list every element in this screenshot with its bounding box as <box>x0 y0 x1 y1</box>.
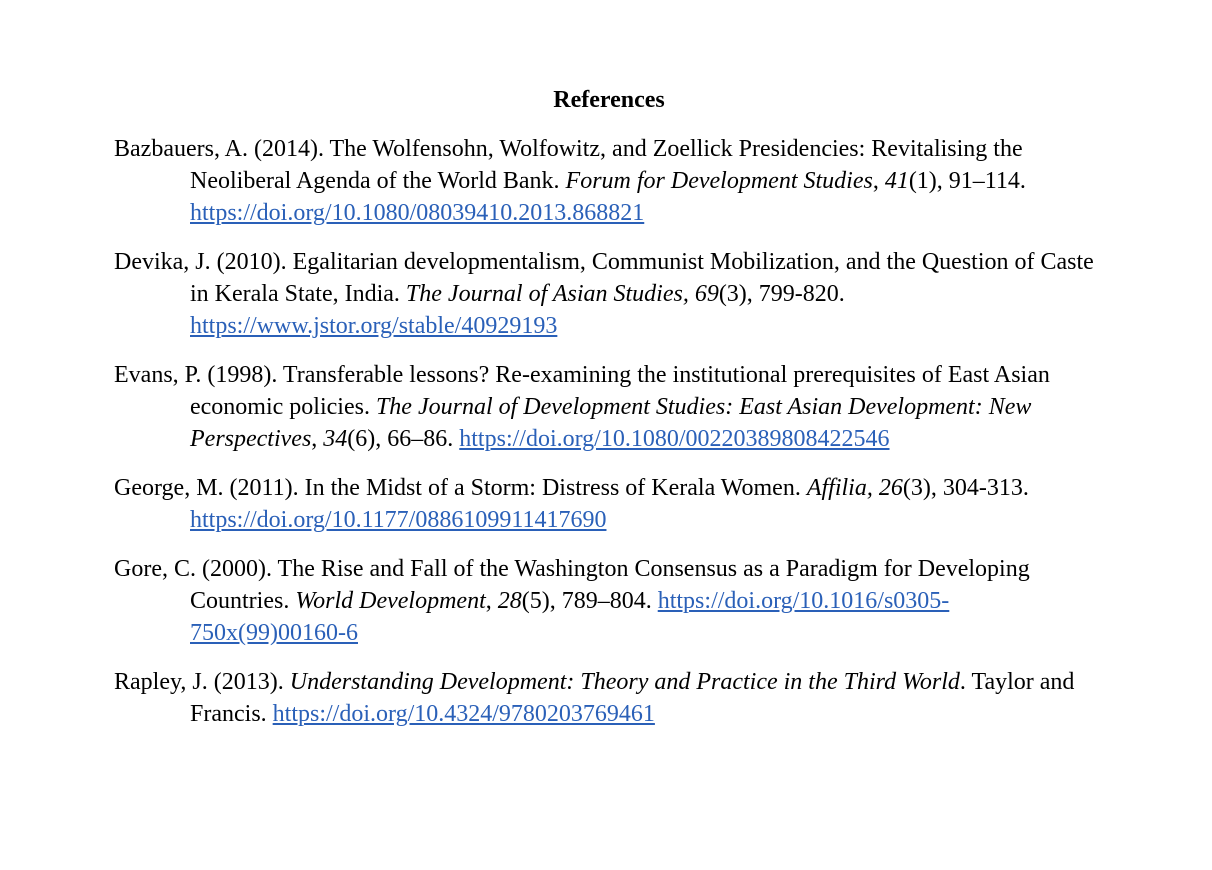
journal-title: Affilia, <box>806 475 873 501</box>
reference-text: (5), 789–804. <box>521 588 658 614</box>
journal-title: Forum for Development Studies <box>565 168 873 194</box>
journal-volume: 69 <box>694 281 719 307</box>
reference-text: Bazbauers, A. (2014). The Wolfensohn, Wolfowitz, and Zoellick Presidencies: Revitalising the Neoliberal Agenda of the World Bank. <box>114 136 1023 194</box>
reference-text: , <box>872 168 885 194</box>
reference-text: . Taylor and Francis. <box>190 669 1075 727</box>
reference-text: Rapley, J. (2013). <box>114 669 290 695</box>
journal-volume: 28 <box>497 588 522 614</box>
reference-text: (3), 304-313. <box>902 475 1029 501</box>
reference-entry <box>114 666 1104 730</box>
document-page <box>114 84 1104 747</box>
reference-text: Devika, J. (2010). Egalitarian developmentalism, Communist Mobilization, and the Question of Caste in Kerala State, India. <box>114 249 1094 307</box>
journal-volume: 26 <box>878 475 903 501</box>
reference-text: Gore, C. (2000). The Rise and Fall of the Washington Consensus as a Paradigm for Developing Countries. <box>114 556 1030 614</box>
journal-volume: 34 <box>323 426 348 452</box>
reference-text: , <box>311 426 324 452</box>
reference-text: (6), 66–86. <box>347 426 460 452</box>
reference-entry <box>114 246 1104 342</box>
reference-text: (3), 799-820. <box>718 281 845 307</box>
reference-link[interactable]: https://doi.org/10.1177/0886109911417690 <box>190 507 607 533</box>
page-title: References <box>553 87 665 113</box>
reference-entry <box>114 359 1104 455</box>
reference-entry <box>114 133 1104 229</box>
reference-link[interactable]: https://www.jstor.org/stable/40929193 <box>190 313 558 339</box>
reference-link[interactable]: https://doi.org/10.4324/9780203769461 <box>272 701 655 727</box>
journal-title: The Journal of Asian Studies, <box>405 281 689 307</box>
journal-title: The Journal of Development Studies: East Asian Development: New Perspectives <box>190 394 1032 452</box>
journal-volume: 41 <box>884 168 909 194</box>
journal-title: World Development <box>295 588 486 614</box>
reference-entry <box>114 472 1104 536</box>
reference-text: , <box>485 588 498 614</box>
book-title: Understanding Development: Theory and Practice in the Third World <box>289 669 960 695</box>
reference-text: George, M. (2011). In the Midst of a Storm: Distress of Kerala Women. <box>114 475 807 501</box>
reference-link[interactable]: https://doi.org/10.1016/s0305-750x(99)00160-6 <box>190 588 950 646</box>
reference-text: Evans, P. (1998). Transferable lessons? Re-examining the institutional prerequisites of East Asian economic policies. <box>114 362 1050 420</box>
reference-text: (1), 91–114. <box>908 168 1026 194</box>
reference-link[interactable]: https://doi.org/10.1080/08039410.2013.868821 <box>190 200 645 226</box>
reference-link[interactable]: https://doi.org/10.1080/00220389808422546 <box>459 426 890 452</box>
reference-entry <box>114 553 1104 649</box>
